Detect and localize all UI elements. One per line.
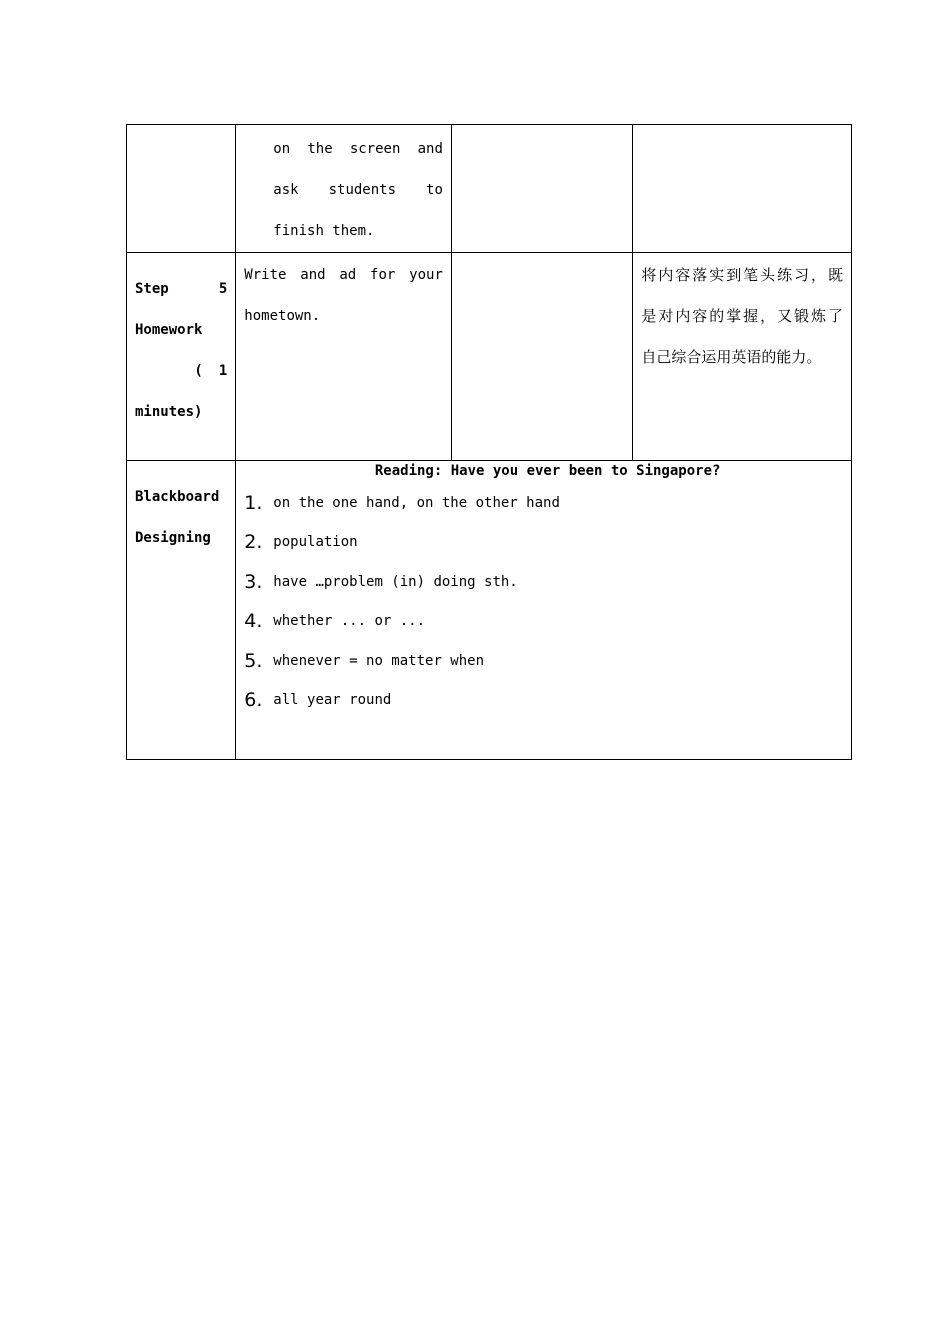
list-item: 4. whether ... or ...	[244, 610, 426, 633]
board-list	[244, 483, 851, 720]
step-duration-line: ( 1	[194, 363, 228, 379]
lesson-plan-table	[126, 124, 852, 760]
content-line: Write and ad for your	[244, 267, 443, 283]
content-line: hometown.	[244, 308, 321, 324]
purpose-line: 自己综合运用英语的能力。	[641, 348, 822, 366]
activity-cell	[451, 253, 633, 461]
purpose-cell	[633, 125, 852, 253]
list-item: 1. on the one hand, on the other hand	[244, 491, 560, 514]
purpose-line: 将内容落实到笔头练习，既	[641, 266, 843, 284]
step-title: Homework	[135, 322, 203, 338]
content-cell	[236, 125, 452, 253]
activity-cell	[451, 125, 633, 253]
purpose-cell	[633, 253, 852, 461]
list-item: 3. have …problem (in) doing sth.	[244, 570, 518, 593]
table-row	[127, 253, 852, 461]
label-line: Designing	[135, 530, 211, 546]
label-cell	[127, 461, 236, 760]
content-cell	[236, 253, 452, 461]
content-line: finish them.	[273, 223, 375, 239]
step-line	[135, 269, 227, 310]
content-line: on the screen and	[273, 141, 443, 157]
table-row	[127, 125, 852, 253]
label-line: Blackboard	[135, 489, 220, 505]
list-item: 5. whenever = no matter when	[244, 649, 485, 672]
step-cell	[127, 253, 236, 461]
step-duration-unit: minutes)	[135, 404, 203, 420]
purpose-line: 是对内容的掌握，又锻炼了	[641, 307, 843, 325]
blackboard-cell	[236, 461, 852, 760]
list-item: 6. all year round	[244, 689, 392, 712]
list-item: 2. population	[244, 531, 358, 554]
content-line: ask students to	[273, 182, 443, 198]
step-number: 5	[218, 281, 228, 297]
board-title: Reading: Have you ever been to Singapore?	[374, 463, 721, 479]
step-cell	[127, 125, 236, 253]
table-row	[127, 461, 852, 760]
step-label: Step	[135, 281, 169, 297]
